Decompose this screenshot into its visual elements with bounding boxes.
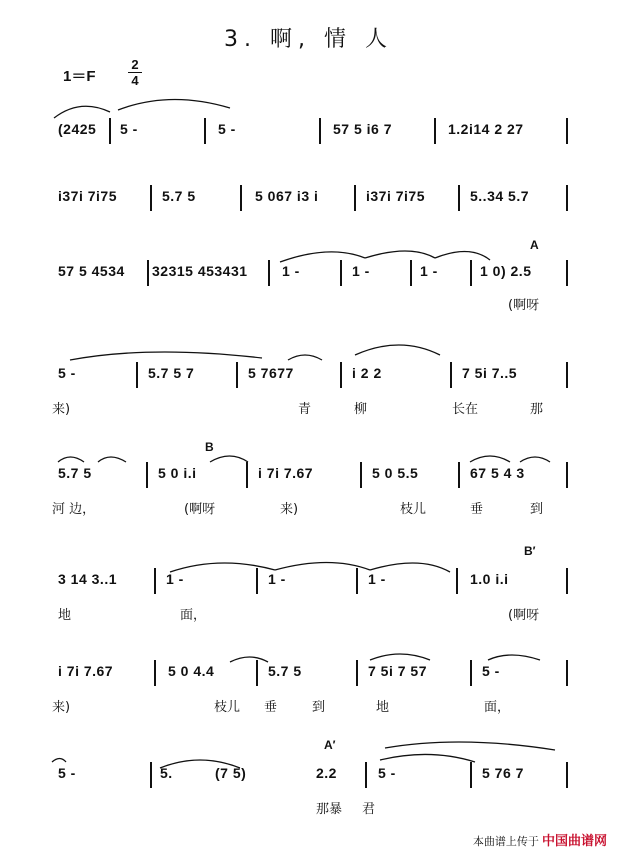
barline <box>470 260 472 286</box>
footer-text: 本曲谱上传于 <box>472 836 539 848</box>
measure: 5 0 4.4 <box>168 663 215 679</box>
lyric: 那暴 <box>316 802 343 817</box>
measure: 7 5i 7 57 <box>368 663 427 679</box>
lyric: 来) <box>52 700 71 715</box>
barline <box>256 568 258 594</box>
lyric: 那 <box>530 402 544 417</box>
barline <box>356 660 358 686</box>
measure: 1 - <box>268 571 286 587</box>
lyric: 地 <box>58 608 72 623</box>
lyric: 君 <box>362 802 376 817</box>
measure: 1 - <box>420 263 438 279</box>
barline <box>566 568 568 594</box>
measure: i 2 2 <box>352 365 382 381</box>
barline <box>470 762 472 788</box>
tie <box>435 251 490 260</box>
measure: (7 5) <box>215 765 247 781</box>
lyric: (啊呀 <box>508 608 540 623</box>
measure: 5 - <box>218 121 236 137</box>
barline <box>146 462 148 488</box>
measure: 57 5 i6 7 <box>333 121 392 137</box>
barline <box>456 568 458 594</box>
barline <box>150 762 152 788</box>
site-logo[interactable]: 中国曲谱网 <box>541 833 607 848</box>
lyric: 到 <box>530 502 544 517</box>
measure: 5 0 5.5 <box>372 465 419 481</box>
section-mark-A-prime: A′ <box>324 738 336 752</box>
barline <box>340 260 342 286</box>
slur <box>70 352 262 360</box>
barline <box>354 185 356 211</box>
music-row-8 <box>0 738 617 817</box>
barline <box>566 260 568 286</box>
measure: 1 - <box>352 263 370 279</box>
measure: i37i 7i75 <box>366 188 425 204</box>
measure: 7 5i 7..5 <box>462 365 518 381</box>
lyric: 地 <box>376 700 390 715</box>
lyric: (啊呀 <box>508 298 540 313</box>
time-numerator: 2 <box>131 57 139 72</box>
music-row-1 <box>0 118 617 158</box>
slur <box>54 106 110 118</box>
barline <box>256 660 258 686</box>
lyric: 柳 <box>354 402 368 417</box>
measure: 5 - <box>378 765 396 781</box>
barline <box>204 118 206 144</box>
barline <box>566 185 568 211</box>
barline <box>240 185 242 211</box>
measure: 5.7 5 <box>162 188 196 204</box>
lyric: 到 <box>312 700 326 715</box>
measure: 57 5 4534 <box>58 263 125 279</box>
barline <box>470 660 472 686</box>
barline <box>365 762 367 788</box>
measure: (2425 <box>58 121 97 137</box>
measure: i 7i 7.67 <box>258 465 314 481</box>
lyric: 面， <box>484 700 511 715</box>
lyric: 垂 <box>470 502 484 517</box>
lyric: 枝儿 <box>400 502 427 517</box>
measure: 5..34 5.7 <box>470 188 529 204</box>
key-signature: 1＝F <box>63 68 96 85</box>
music-row-4 <box>0 362 617 417</box>
page-title: 3. 啊, 情 人 <box>224 27 393 52</box>
measure: 1 - <box>368 571 386 587</box>
music-row-6 <box>0 544 617 623</box>
barline <box>434 118 436 144</box>
measure: 5 - <box>120 121 138 137</box>
slur <box>355 345 440 355</box>
measure: 5 0 i.i <box>158 465 197 481</box>
barline <box>246 462 248 488</box>
measure: i37i 7i75 <box>58 188 117 204</box>
barline <box>566 362 568 388</box>
measure: 67 5 4 3 <box>470 465 525 481</box>
slur <box>288 355 322 360</box>
measure: 5.7 5 <box>58 465 92 481</box>
measure: 1.0 i.i <box>470 571 509 587</box>
tie <box>365 251 435 258</box>
lyric: 枝儿 <box>214 700 241 715</box>
barline <box>458 462 460 488</box>
lyric: 长在 <box>452 402 479 417</box>
measure: 5 067 i3 i <box>255 188 319 204</box>
measure: 3 14 3..1 <box>58 571 117 587</box>
barline <box>360 462 362 488</box>
measure: 5.7 5 7 <box>148 365 195 381</box>
music-row-5 <box>0 440 617 517</box>
measure: 1.2i14 2 27 <box>448 121 524 137</box>
lyric: 青 <box>298 402 312 417</box>
music-row-2 <box>0 185 617 225</box>
barline <box>450 362 452 388</box>
barline <box>154 660 156 686</box>
lyric: 来) <box>52 402 71 417</box>
measure: 32315 453431 <box>152 263 248 279</box>
measure: i 7i 7.67 <box>58 663 114 679</box>
measure: 1 - <box>282 263 300 279</box>
tie <box>380 754 475 762</box>
slur <box>118 99 230 110</box>
section-mark-B: B <box>205 440 214 454</box>
barline <box>236 362 238 388</box>
time-signature <box>128 58 142 87</box>
lyric: 河 边， <box>52 502 96 517</box>
measure: 5. <box>160 765 173 781</box>
source-footer <box>473 830 607 849</box>
slur <box>385 742 555 750</box>
lyric: 垂 <box>264 700 278 715</box>
music-row-7 <box>0 660 617 715</box>
barline <box>147 260 149 286</box>
barline <box>566 118 568 144</box>
measure: 2.2 <box>316 765 337 781</box>
measure: 5 7677 <box>248 365 294 381</box>
barline <box>150 185 152 211</box>
barline <box>136 362 138 388</box>
barline <box>340 362 342 388</box>
barline <box>268 260 270 286</box>
music-row-3 <box>0 238 617 313</box>
barline <box>154 568 156 594</box>
lyric: 面， <box>180 608 207 623</box>
barline <box>458 185 460 211</box>
measure: 5 76 7 <box>482 765 524 781</box>
barline <box>566 462 568 488</box>
lyric: 来) <box>280 502 299 517</box>
barline <box>410 260 412 286</box>
barline <box>319 118 321 144</box>
section-mark-B-prime: B′ <box>524 544 536 558</box>
measure: 5 - <box>482 663 500 679</box>
time-denominator: 4 <box>131 73 139 88</box>
measure: 5 - <box>58 765 76 781</box>
measure: 1 - <box>166 571 184 587</box>
barline <box>566 762 568 788</box>
barline <box>356 568 358 594</box>
barline <box>109 118 111 144</box>
measure: 1 0) 2.5 <box>480 263 532 279</box>
section-mark-A: A <box>530 238 539 252</box>
measure: 5.7 5 <box>268 663 302 679</box>
lyric: (啊呀 <box>184 502 216 517</box>
barline <box>566 660 568 686</box>
measure: 5 - <box>58 365 76 381</box>
